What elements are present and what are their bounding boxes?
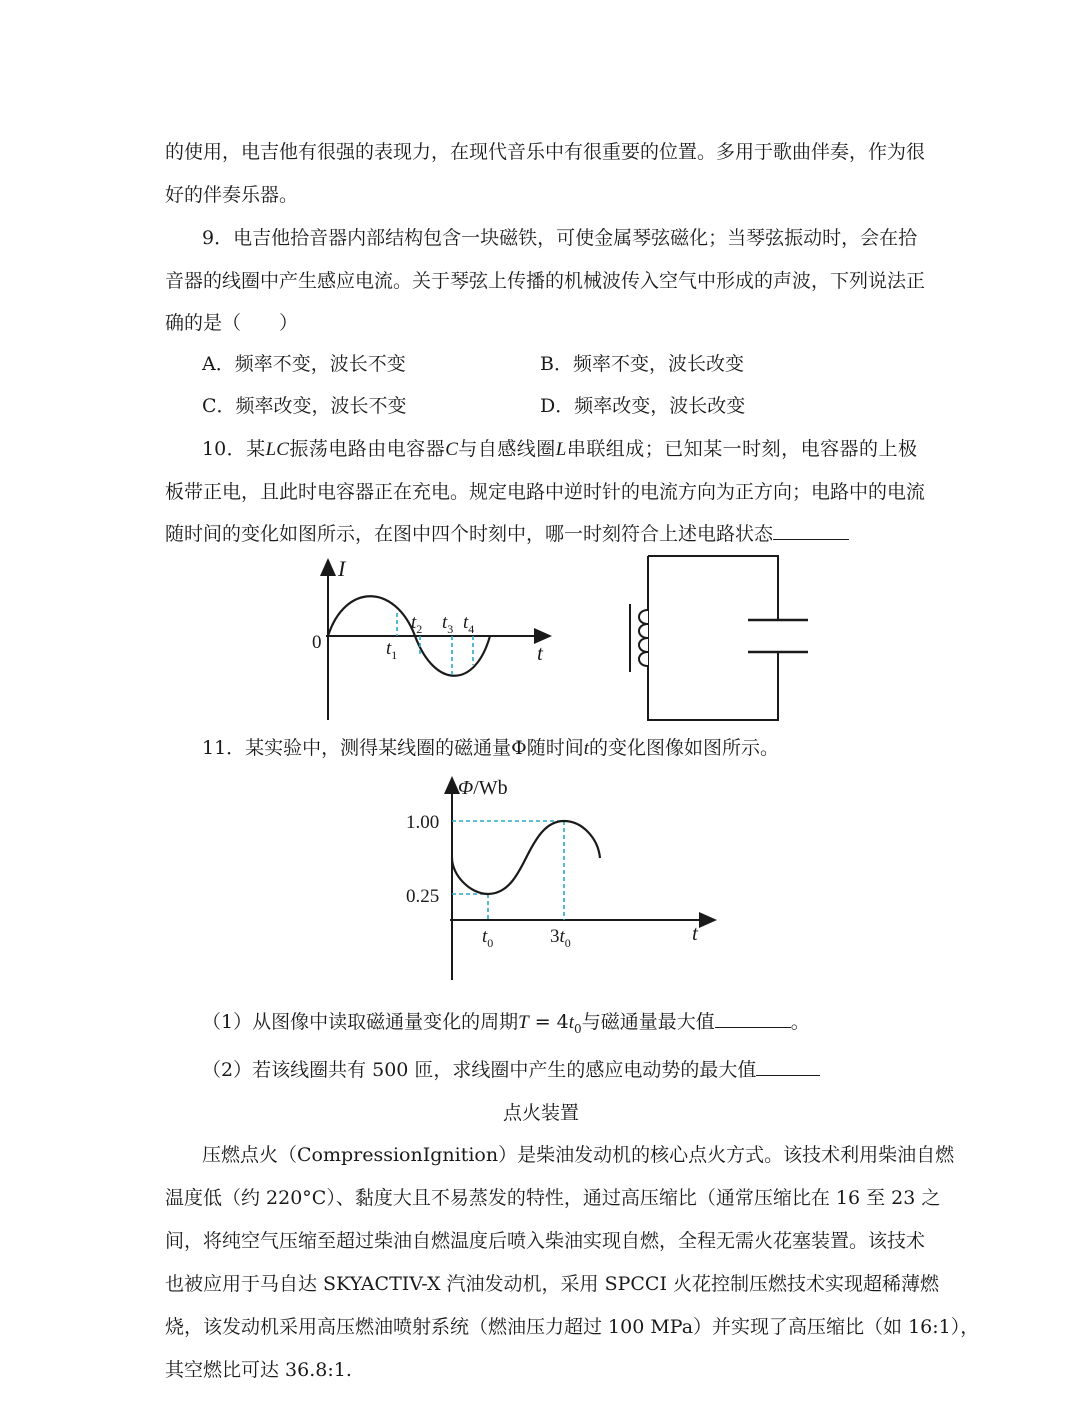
q11-flux-graph (400, 770, 730, 982)
q9-line-1: 9．电吉他拾音器内部结构包含一块磁铁，可使金属琴弦磁化；当琴弦振动时，会在拾 (202, 227, 918, 249)
section-line-3: 间，将纯空气压缩至超过柴油自燃温度后喷入柴油实现自燃，全程无需火花塞装置。该技术 (165, 1230, 926, 1252)
q11-sub-1-subscript: 0 (574, 1021, 582, 1036)
q10-t4-label: $t_4$ (463, 612, 475, 636)
q11-y-tick-max: 1.00 (406, 812, 440, 833)
q11-y-tick-min: 0.25 (406, 886, 440, 907)
circuit-wire (648, 556, 778, 720)
q11-sub-2-text: （2）若该线圈共有 500 匝，求线圈中产生的感应电动势的最大值 (202, 1059, 757, 1081)
q11-x-tick-2: $3t_0$ (550, 926, 571, 950)
q11-y-label: Φ/Wb (458, 777, 508, 799)
q10-t3-label: $t_3$ (442, 612, 454, 636)
q10-lc: LC (265, 439, 289, 460)
q11-sub-1-t: t (568, 1012, 575, 1033)
q10-line-3 (165, 519, 917, 549)
q11-text: 的变化图像如图所示。 (589, 737, 780, 759)
q11-flux-curve (452, 821, 600, 894)
q9-line-2: 音器的线圈中产生感应电流。关于琴弦上传播的机械波传入空气中形成的声波，下列说法正 (165, 270, 926, 292)
section-line-1: 压燃点火（CompressionIgnition）是柴油发动机的核心点火方式。该技术利用柴油自燃 (202, 1144, 955, 1166)
q10-y-label: I (338, 556, 346, 581)
q11-sub-2 (202, 1055, 917, 1085)
q11-x-tick-1: $t_0$ (482, 926, 494, 950)
section-line-5: 烧，该发动机采用高压燃油喷射系统（燃油压力超过 100 MPa）并实现了高压缩比（如 16:1）， (165, 1316, 980, 1338)
intro-line-1: 的使用，电吉他有很强的表现力，在现代音乐中有很重要的位置。多用于歌曲伴奏，作为很 (165, 141, 926, 163)
q10-current-graph (300, 548, 570, 728)
q11-sub-2-answer-blank[interactable] (756, 1057, 820, 1076)
q9-option-a[interactable]: A．频率不变，波长不变 (202, 353, 406, 375)
intro-line-2: 好的伴奏乐器。 (165, 184, 299, 206)
q10-line-3-text: 随时间的变化如图所示，在图中四个时刻中，哪一时刻符合上述电路状态 (165, 523, 774, 545)
section-line-6: 其空燃比可达 36.8:1. (165, 1359, 352, 1381)
q11-text: 11．某实验中，测得某线圈的磁通量Φ随时间 (202, 737, 584, 759)
q10-c: C (445, 439, 458, 460)
q10-l: L (555, 439, 567, 460)
q10-origin: 0 (312, 632, 322, 653)
circuit-wire (648, 556, 778, 620)
q9-line-3: 确的是（ ） (165, 312, 299, 334)
inductor-coil (639, 610, 648, 666)
section-line-2: 温度低（约 220°C）、黏度大且不易蒸发的特性，通过高压缩比（通常压缩比在 16 至 23 之 (165, 1187, 941, 1209)
q10-text: 振荡电路由电容器 (288, 438, 446, 460)
q10-text: 串联组成；已知某一时刻，电容器的上极 (566, 438, 917, 460)
q10-lc-circuit (620, 552, 820, 728)
section-title: 点火装置 (502, 1102, 579, 1124)
q11-sub-1-eq: = 4 (528, 1011, 569, 1033)
q10-t2-label: $t_2$ (411, 612, 423, 636)
q11-line-1 (202, 733, 917, 764)
q11-sub-1-end: 。 (790, 1011, 810, 1033)
q10-text: 10．某 (202, 438, 266, 460)
q10-line-2: 板带正电，且此时电容器正在充电。规定电路中逆时针的电流方向为正方向；电路中的电流 (165, 481, 926, 503)
q10-x-label: t (537, 641, 543, 665)
q11-sub-1-T: T (518, 1012, 529, 1033)
section-line-4: 也被应用于马自达 SKYACTIV-X 汽油发动机，采用 SPCCI 火花控制压燃技术实现超稀薄燃 (165, 1273, 939, 1295)
q11-sub-1 (202, 1007, 917, 1044)
q10-text: 与自感线圈 (457, 438, 556, 460)
q11-t: t (583, 738, 590, 759)
q10-t1-label: $t_1$ (386, 638, 398, 662)
q9-option-d[interactable]: D．频率改变，波长改变 (540, 395, 746, 417)
q9-option-c[interactable]: C．频率改变，波长不变 (202, 395, 407, 417)
q11-x-label: t (692, 921, 698, 945)
q11-sub-1-text: （1）从图像中读取磁通量变化的周期 (202, 1011, 519, 1033)
q10-answer-blank[interactable] (773, 521, 849, 540)
q10-line-1 (202, 434, 917, 465)
q11-sub-1-answer-blank[interactable] (715, 1009, 791, 1028)
q9-option-b[interactable]: B．频率不变，波长改变 (540, 353, 744, 375)
q11-sub-1-text: 与磁通量最大值 (581, 1011, 715, 1033)
